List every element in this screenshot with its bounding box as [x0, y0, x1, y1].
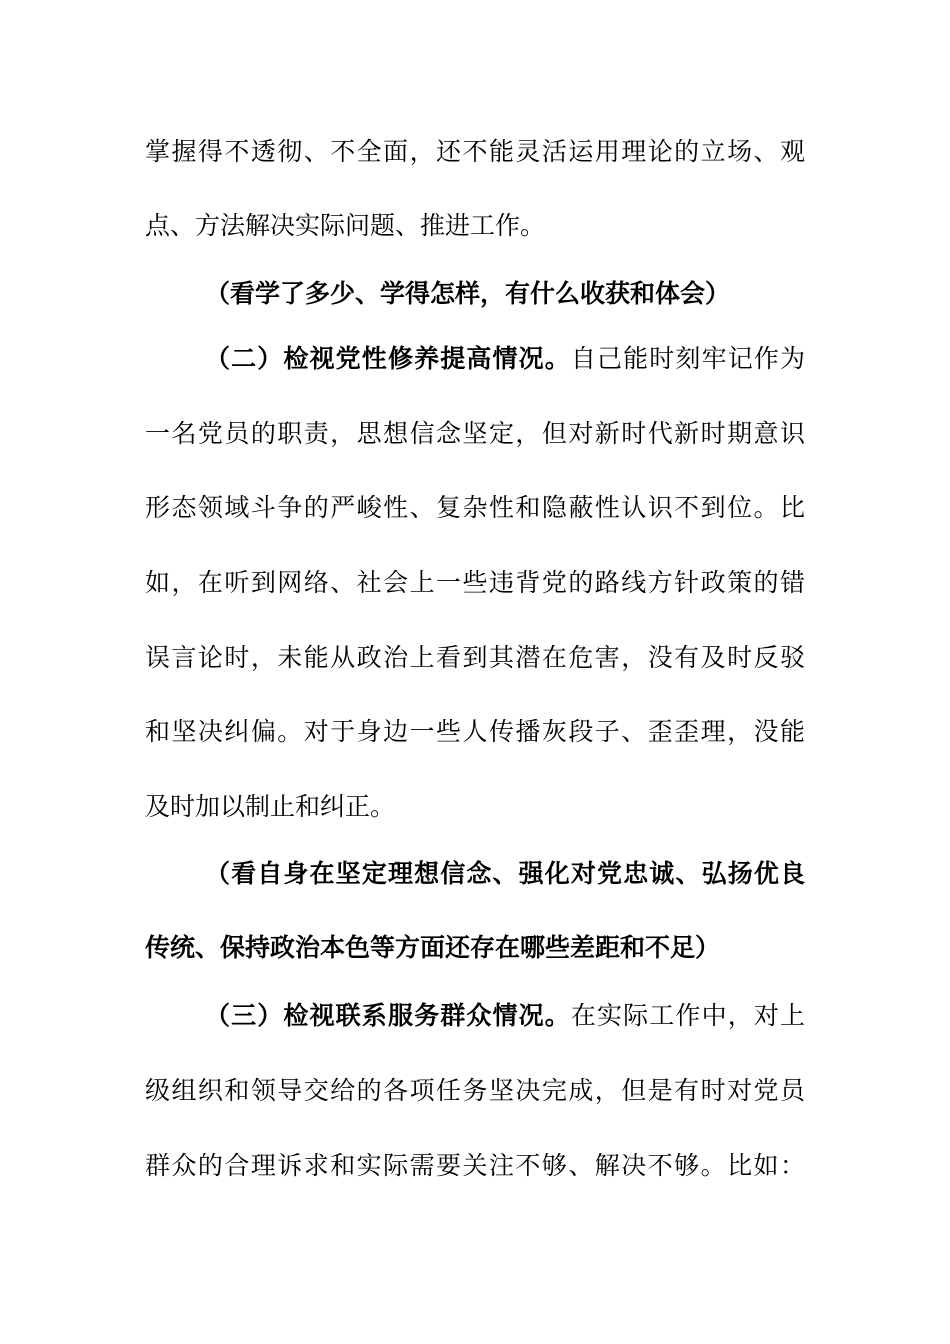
note-line: 传统、保持政治本色等方面还存在哪些差距和不足）: [145, 933, 721, 962]
section-text: 在实际工作中，对上: [570, 1001, 805, 1030]
body-line: 及时加以制止和纠正。: [145, 792, 396, 821]
body-line: 群众的合理诉求和实际需要关注不够、解决不够。比如：: [145, 1151, 805, 1180]
section-heading-line: [205, 343, 805, 375]
body-line: 和坚决纠偏。对于身边一些人传播灰段子、歪歪理，没能: [145, 717, 805, 746]
body-line: 点、方法解决实际问题、推进工作。: [145, 211, 546, 240]
section-heading-2: （二）检视党性修养提高情况。: [205, 344, 571, 373]
body-line: 如，在听到网络、社会上一些违背党的路线方针政策的错: [145, 568, 805, 597]
body-line: 一名党员的职责，思想信念坚定，但对新时代新时期意识: [145, 419, 805, 448]
body-line: 形态领域斗争的严峻性、复杂性和隐蔽性认识不到位。比: [145, 493, 805, 522]
body-line: 级组织和领导交给的各项任务坚决完成，但是有时对党员: [145, 1076, 805, 1105]
note-line: （看自身在坚定理想信念、强化对党忠诚、弘扬优良: [205, 859, 805, 888]
section-text: 自己能时刻牢记作为: [570, 344, 805, 373]
body-line: 误言论时，未能从政治上看到其潜在危害，没有及时反驳: [145, 643, 805, 672]
section-heading-3: （三）检视联系服务群众情况。: [205, 1001, 571, 1030]
section-heading-line: [205, 1000, 805, 1032]
note-line: （看学了多少、学得怎样，有什么收获和体会）: [205, 279, 731, 308]
body-line: 掌握得不透彻、不全面，还不能灵活运用理论的立场、观: [145, 137, 805, 166]
